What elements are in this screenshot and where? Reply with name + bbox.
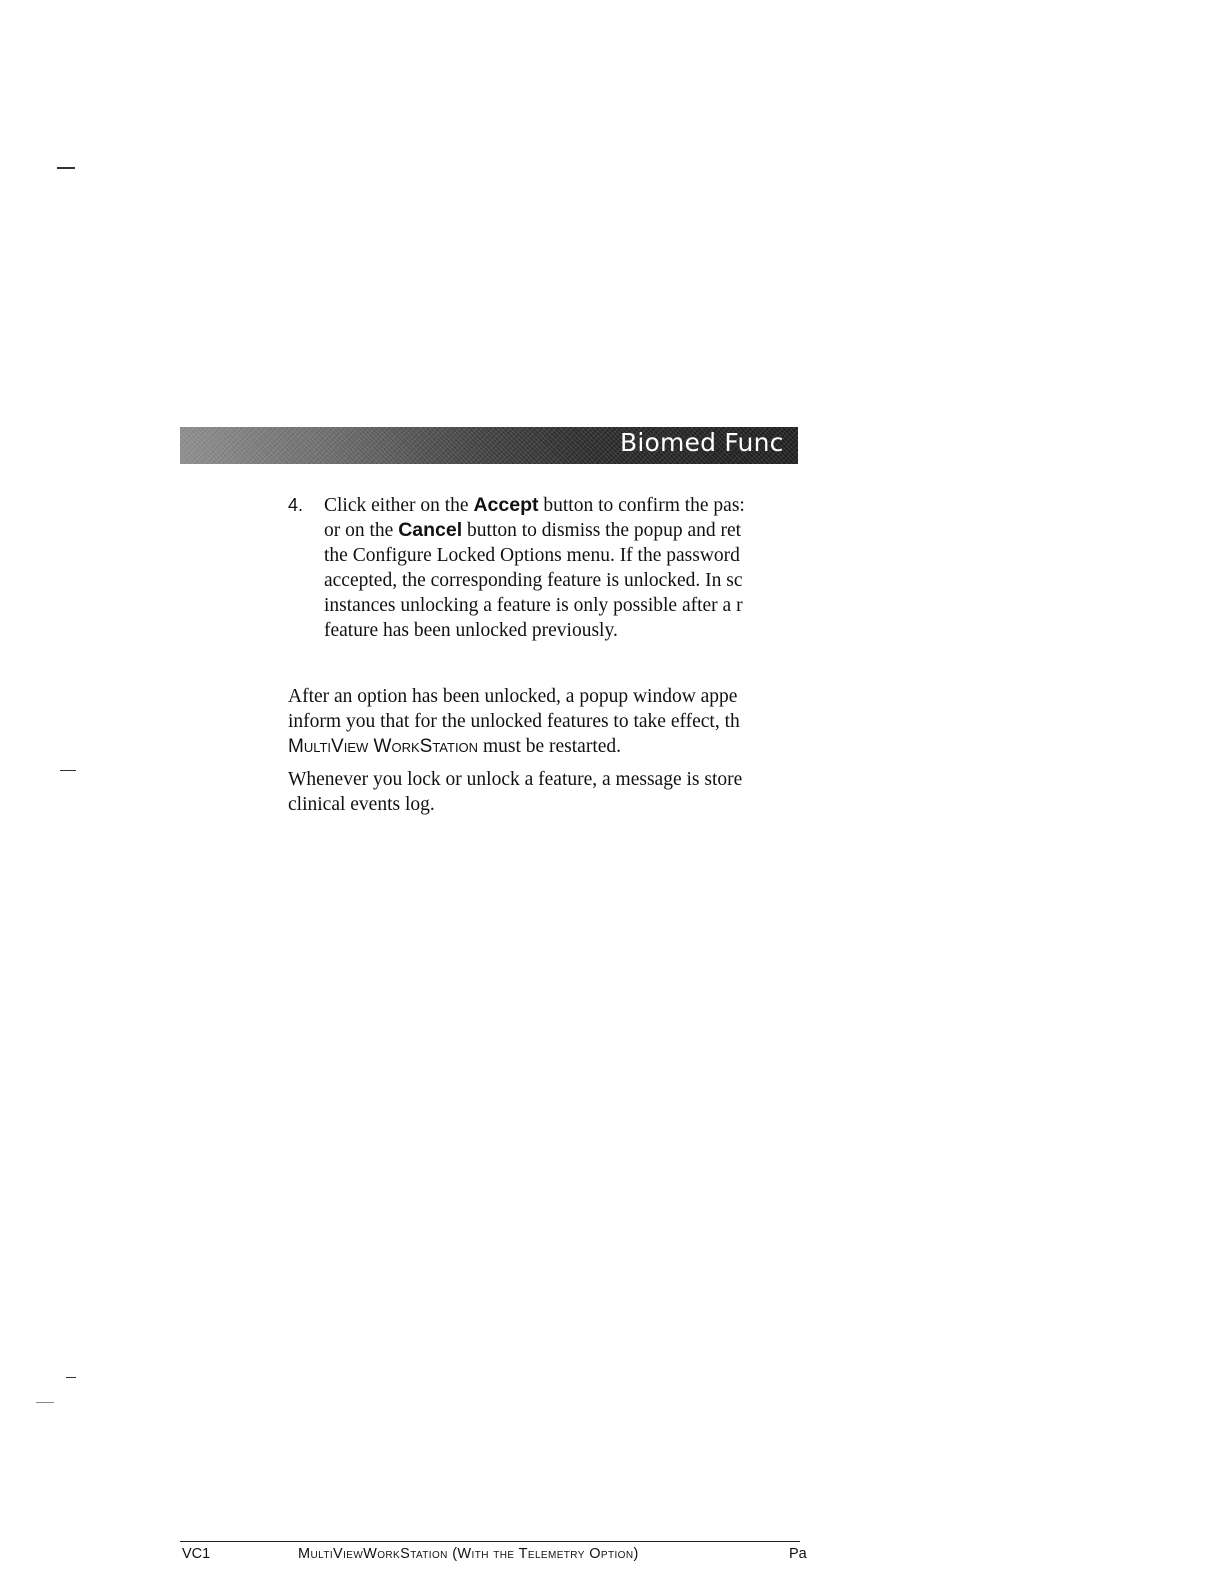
footer-page-label: Pa <box>789 1546 807 1562</box>
scan-mark <box>36 1402 54 1403</box>
step-line-text: or on the <box>324 520 399 541</box>
step-line <box>324 493 804 518</box>
paragraph-line-text: must be restarted. <box>478 736 622 757</box>
footer-doc-code: VC1 <box>182 1546 211 1562</box>
paragraph-line: clinical events log. <box>288 794 435 815</box>
footer-rule <box>180 1541 800 1542</box>
page-footer <box>180 1545 807 1569</box>
step-number: 4. <box>288 495 304 515</box>
step-line <box>324 518 804 543</box>
section-title: Biomed Func <box>620 428 784 457</box>
step-line: accepted, the corresponding feature is unlocked. In sc <box>324 570 743 591</box>
cancel-button-label: Cancel <box>398 519 463 541</box>
paragraph-line: After an option has been unlocked, a popup window appe <box>288 686 738 707</box>
step-text <box>324 493 804 643</box>
footer-doc-title: MultiViewWorkStation (With the Telemetry Option) <box>298 1546 639 1562</box>
paragraph-events-log <box>288 767 798 817</box>
paragraph-line <box>288 734 798 759</box>
step-line-text: button to dismiss the popup and ret <box>462 520 742 541</box>
section-header-banner <box>180 427 798 464</box>
step-line-text: button to confirm the pas: <box>538 495 745 516</box>
scan-mark <box>66 1377 76 1378</box>
paragraph-line: inform you that for the unlocked features to take effect, th <box>288 711 740 732</box>
scan-mark <box>57 167 75 169</box>
step-line: instances unlocking a feature is only possible after a r <box>324 595 743 616</box>
paragraph-unlock-restart <box>288 684 798 759</box>
paragraph-line: Whenever you lock or unlock a feature, a message is store <box>288 769 743 790</box>
accept-button-label: Accept <box>473 494 539 516</box>
product-name: MultiView WorkStation <box>288 736 479 757</box>
step-line: feature has been unlocked previously. <box>324 620 618 641</box>
step-line-text: Click either on the <box>324 495 474 516</box>
scan-mark <box>60 770 76 771</box>
step-line: the Configure Locked Options menu. If the password <box>324 545 740 566</box>
numbered-step <box>288 493 798 643</box>
